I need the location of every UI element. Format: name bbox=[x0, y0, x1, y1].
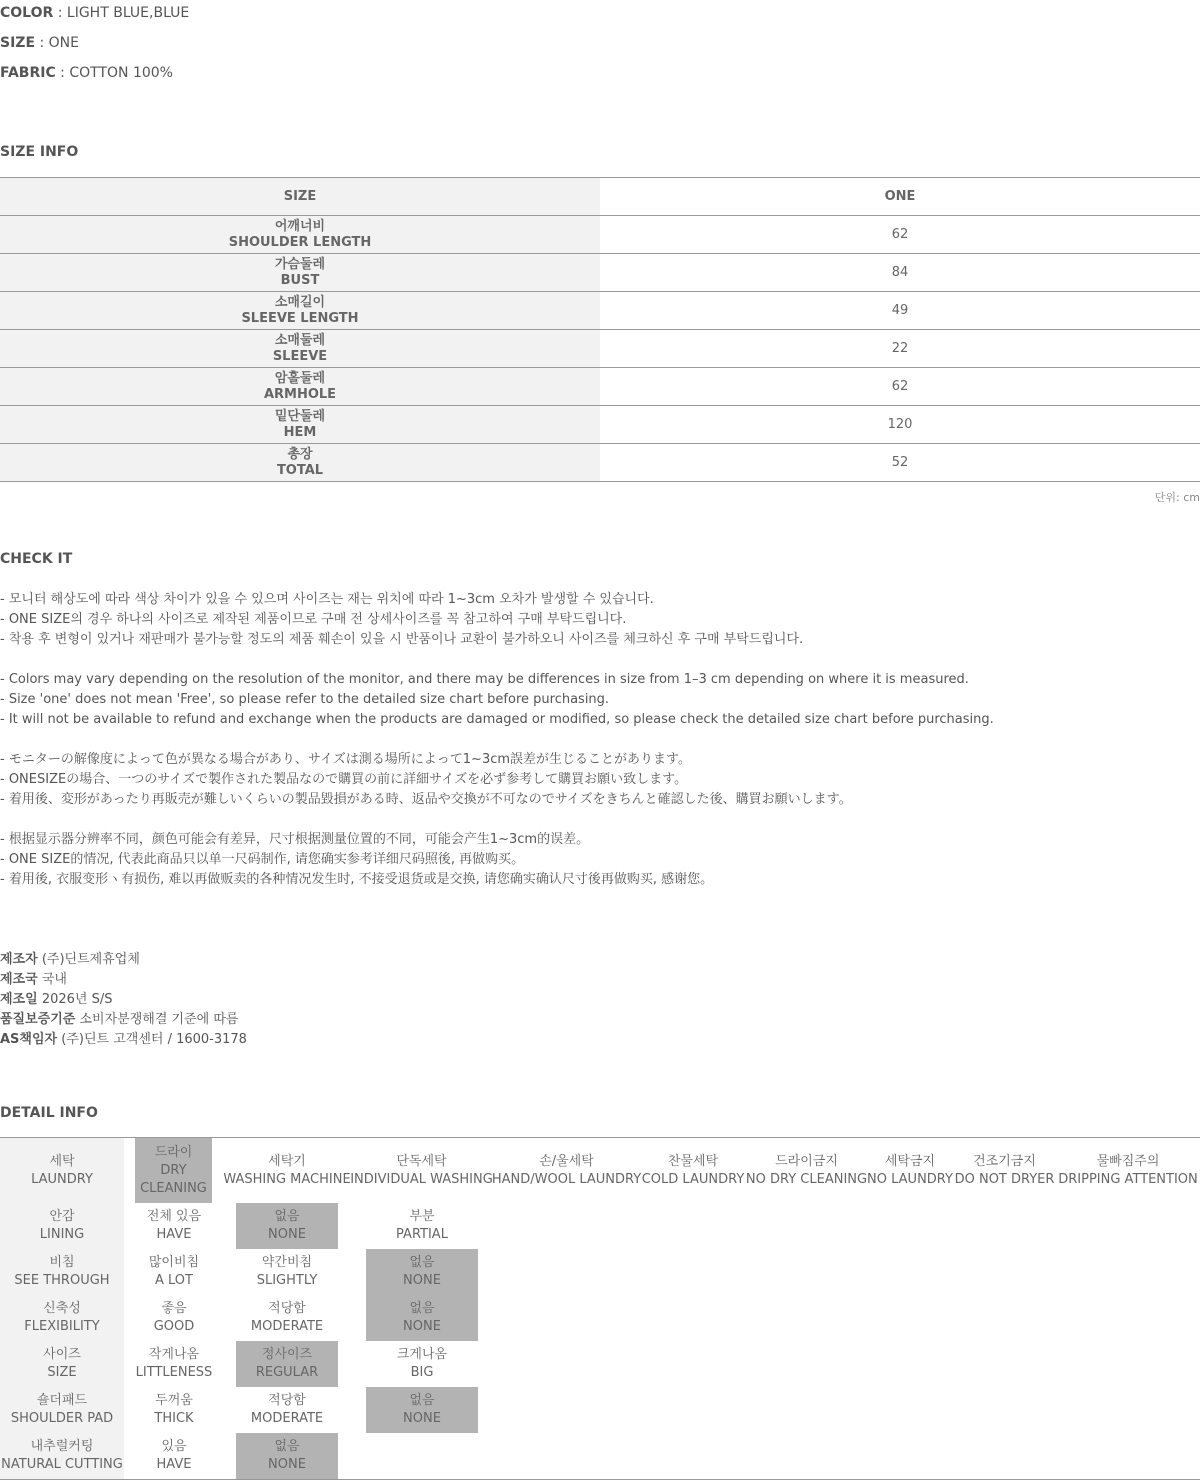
detail-option-text: NONE bbox=[403, 1273, 441, 1288]
detail-option-text: GOOD bbox=[153, 1319, 195, 1334]
size-row-label-en: SLEEVE bbox=[272, 348, 328, 364]
laundry-option-text: DRY bbox=[160, 1162, 187, 1178]
notes-line: - It will not be available to refund and exchange when the products are damaged or modified, so please check the detailed size chart before purchasing. bbox=[0, 712, 994, 727]
detail-option bbox=[236, 1387, 338, 1433]
detail-option-text: 크게나옴 bbox=[396, 1347, 448, 1362]
laundry-option-text: 세탁금지 bbox=[884, 1153, 936, 1169]
detail-option-text: A LOT bbox=[155, 1273, 193, 1288]
detail-row-label-text: 비침 bbox=[49, 1255, 75, 1270]
maker-value: (주)딘트 고객센터 / 1600-3178 bbox=[61, 1032, 247, 1047]
detail-option-text: 부분 bbox=[409, 1209, 435, 1224]
notes-line: - Size 'one' does not mean 'Free', so please refer to the detailed size chart before purchasing. bbox=[0, 692, 610, 707]
detail-option bbox=[236, 1203, 338, 1249]
size-row-label-ko: 총장 bbox=[287, 446, 313, 462]
laundry-option bbox=[350, 1138, 493, 1203]
laundry-option bbox=[224, 1138, 350, 1203]
maker-label: 제조일 bbox=[0, 992, 38, 1007]
notes-group bbox=[0, 750, 1200, 810]
size-row-label-en: BUST bbox=[280, 272, 320, 288]
detail-option bbox=[236, 1249, 338, 1295]
laundry-option-text: 드라이 bbox=[154, 1144, 193, 1160]
detail-row-label bbox=[0, 1295, 124, 1341]
spec-fabric-value: COTTON 100% bbox=[69, 65, 173, 81]
size-row-value: 62 bbox=[891, 379, 909, 394]
size-row-label bbox=[0, 406, 600, 443]
size-row-label-ko: 암홀둘레 bbox=[274, 370, 326, 386]
spec-fabric-label: FABRIC bbox=[0, 65, 56, 81]
detail-row-label-text: SHOULDER PAD bbox=[10, 1411, 114, 1426]
laundry-option-text: INDIVIDUAL WASHING bbox=[350, 1171, 493, 1187]
spec-size-label: SIZE bbox=[0, 35, 36, 51]
detail-option-text: MODERATE bbox=[250, 1319, 324, 1334]
check-it-notes bbox=[0, 590, 1200, 910]
laundry-option bbox=[493, 1138, 640, 1203]
laundry-option-text: 건조기금지 bbox=[973, 1153, 1036, 1169]
size-row-label-en: HEM bbox=[283, 424, 317, 440]
size-header-label: SIZE bbox=[0, 178, 600, 215]
size-table-row bbox=[0, 368, 1200, 406]
size-row-value: 84 bbox=[891, 265, 909, 280]
maker-value: 국내 bbox=[41, 972, 67, 987]
detail-option-text: PARTIAL bbox=[396, 1227, 448, 1242]
size-row-label bbox=[0, 444, 600, 481]
size-row-label-ko: 가슴둘레 bbox=[274, 256, 326, 272]
detail-option-text: THICK bbox=[154, 1411, 194, 1426]
detail-info-title: DETAIL INFO bbox=[0, 1105, 98, 1121]
detail-row-label-text: FLEXIBILITY bbox=[24, 1319, 100, 1334]
size-row-label bbox=[0, 368, 600, 405]
maker-label: 제조자 bbox=[0, 952, 38, 967]
spec-size: SIZE : ONE bbox=[0, 35, 79, 51]
maker-line bbox=[0, 970, 247, 990]
laundry-option bbox=[640, 1138, 746, 1203]
detail-row-label-text: LAUNDRY bbox=[31, 1171, 93, 1187]
maker-value: 2026년 S/S bbox=[41, 992, 113, 1007]
maker-label: 품질보증기준 bbox=[0, 1012, 76, 1027]
size-row-label-ko: 밑단둘레 bbox=[274, 408, 326, 424]
detail-option-text: 많이비침 bbox=[148, 1255, 200, 1270]
detail-option bbox=[124, 1249, 224, 1295]
detail-option-text: 좋음 bbox=[161, 1301, 187, 1316]
spec-color: COLOR : LIGHT BLUE,BLUE bbox=[0, 5, 190, 21]
detail-option-text: 두꺼움 bbox=[155, 1393, 193, 1408]
detail-option bbox=[236, 1433, 338, 1479]
maker-line bbox=[0, 990, 247, 1010]
laundry-option bbox=[953, 1138, 1056, 1203]
laundry-option bbox=[867, 1138, 953, 1203]
detail-option-text: 약간비침 bbox=[261, 1255, 313, 1270]
laundry-option-text: 찬물세탁 bbox=[667, 1153, 719, 1169]
maker-line bbox=[0, 1010, 247, 1030]
maker-label: 제조국 bbox=[0, 972, 38, 987]
laundry-option-text: 드라이금지 bbox=[775, 1153, 838, 1169]
detail-row-label bbox=[0, 1433, 124, 1479]
detail-row-label-text: SIZE bbox=[47, 1365, 77, 1380]
detail-row-label-text: LINING bbox=[39, 1227, 85, 1242]
detail-option-text: NONE bbox=[403, 1411, 441, 1426]
size-header-value: ONE bbox=[884, 189, 916, 204]
laundry-option-text: WASHING MACHINE bbox=[223, 1171, 351, 1187]
notes-group bbox=[0, 830, 1200, 890]
detail-row-label-text: 숄더패드 bbox=[36, 1393, 88, 1408]
maker-info bbox=[0, 950, 247, 1050]
detail-option bbox=[124, 1295, 224, 1341]
detail-option-text: LITTLENESS bbox=[135, 1365, 213, 1380]
size-row-label-ko: 어깨너비 bbox=[274, 218, 326, 234]
detail-option bbox=[366, 1295, 478, 1341]
size-table-row bbox=[0, 216, 1200, 254]
laundry-option bbox=[1056, 1138, 1200, 1203]
spec-size-value: ONE bbox=[48, 35, 79, 51]
maker-value: 소비자분쟁해결 기준에 따름 bbox=[79, 1012, 239, 1027]
size-row-label-ko: 소매길이 bbox=[274, 294, 326, 310]
laundry-option-text: 세탁기 bbox=[268, 1153, 306, 1169]
detail-option bbox=[124, 1203, 224, 1249]
detail-row-label bbox=[0, 1387, 124, 1433]
size-row-label bbox=[0, 254, 600, 291]
laundry-option-text: HAND/WOOL LAUNDRY bbox=[491, 1171, 642, 1187]
laundry-option-text: CLEANING bbox=[140, 1180, 207, 1196]
detail-option-text: NONE bbox=[403, 1319, 441, 1334]
notes-line: - Colors may vary depending on the resolution of the monitor, and there may be differences in size from 1–3 cm depending on where it is measured. bbox=[0, 672, 969, 687]
size-table-row bbox=[0, 254, 1200, 292]
spec-fabric: FABRIC : COTTON 100% bbox=[0, 65, 173, 81]
detail-option-text: BIG bbox=[410, 1365, 434, 1380]
laundry-option-text: NO LAUNDRY bbox=[867, 1171, 953, 1187]
size-table bbox=[0, 177, 1200, 482]
size-table-row bbox=[0, 406, 1200, 444]
size-table-header bbox=[0, 178, 1200, 216]
detail-option-text: NONE bbox=[268, 1457, 306, 1472]
size-table-row bbox=[0, 330, 1200, 368]
detail-option bbox=[236, 1341, 338, 1387]
detail-option bbox=[236, 1295, 338, 1341]
size-row-value: 120 bbox=[887, 417, 913, 432]
notes-line: - 착용 후 변형이 있거나 재판매가 불가능할 정도의 제품 훼손이 있을 시 반품이나 교환이 불가하오니 사이즈를 체크하신 후 구매 부탁드립니다. bbox=[0, 632, 804, 647]
size-row-label-en: SHOULDER LENGTH bbox=[228, 234, 372, 250]
size-row-label bbox=[0, 292, 600, 329]
size-row-label-en: ARMHOLE bbox=[263, 386, 337, 402]
detail-option-text: 없음 bbox=[409, 1301, 435, 1316]
notes-line: - ONE SIZE的情况, 代表此商品只以单一尺码制作, 请您确实参考详细尺码照後, 再做购买。 bbox=[0, 852, 525, 867]
detail-option-text: 적당함 bbox=[268, 1393, 306, 1408]
notes-line: - 根据显示器分辨率不同，颜色可能会有差异，尺寸根据测量位置的不同，可能会产生1~3cm的误差。 bbox=[0, 832, 590, 847]
laundry-option-text: COLD LAUNDRY bbox=[641, 1171, 745, 1187]
maker-line bbox=[0, 950, 247, 970]
notes-line: - 着用後、変形があったり再販売が難しいくらいの製品毀損がある時、返品や交換が不可なのでサイズをきちんと確認した後、購買お願いします。 bbox=[0, 792, 852, 807]
detail-option-text: 정사이즈 bbox=[261, 1347, 313, 1362]
detail-row-label bbox=[0, 1341, 124, 1387]
laundry-option bbox=[135, 1138, 212, 1203]
size-table-row bbox=[0, 292, 1200, 330]
detail-option bbox=[366, 1387, 478, 1433]
detail-option-text: 전체 있음 bbox=[146, 1209, 202, 1224]
detail-option-text: HAVE bbox=[156, 1227, 192, 1242]
detail-option-text: REGULAR bbox=[255, 1365, 319, 1380]
size-row-value: 52 bbox=[891, 455, 909, 470]
detail-option-text: 있음 bbox=[161, 1439, 187, 1454]
size-row-value: 22 bbox=[891, 341, 909, 356]
detail-option-text: 적당함 bbox=[268, 1301, 306, 1316]
detail-row-label-text: SEE THROUGH bbox=[14, 1273, 110, 1288]
detail-row-label-text: 사이즈 bbox=[43, 1347, 81, 1362]
maker-label: AS책임자 bbox=[0, 1032, 58, 1047]
check-it-title: CHECK IT bbox=[0, 551, 73, 567]
detail-option bbox=[124, 1341, 224, 1387]
notes-group bbox=[0, 670, 1200, 730]
detail-option bbox=[366, 1341, 478, 1387]
detail-row-label-text: 안감 bbox=[49, 1209, 75, 1224]
laundry-option-text: 손/울세탁 bbox=[539, 1153, 594, 1169]
notes-line: - 모니터 해상도에 따라 색상 차이가 있을 수 있으며 사이즈는 재는 위치에 따라 1~3cm 오차가 발생할 수 있습니다. bbox=[0, 592, 654, 607]
detail-option-text: MODERATE bbox=[250, 1411, 324, 1426]
detail-option-text: 없음 bbox=[409, 1255, 435, 1270]
notes-group bbox=[0, 590, 1200, 650]
detail-row-label bbox=[0, 1138, 124, 1203]
detail-row-label-text: 내추럴커팅 bbox=[30, 1439, 94, 1454]
unit-note: 단위: cm bbox=[1154, 491, 1200, 504]
detail-row-label-text: 신축성 bbox=[43, 1301, 81, 1316]
detail-option-text: HAVE bbox=[156, 1457, 192, 1472]
detail-row-label-text: NATURAL CUTTING bbox=[1, 1457, 123, 1472]
notes-line: - ONESIZEの場合、一つのサイズで製作された製品なので購買の前に詳細サイズを必ず参考して購買お願い致します。 bbox=[0, 772, 688, 787]
size-table-row bbox=[0, 444, 1200, 482]
size-row-value: 49 bbox=[891, 303, 909, 318]
notes-line: - 着用後, 衣服变形ヽ有损伤, 难以再做贩卖的各种情况发生时, 不接受退货或是交换, 请您确实确认尺寸後再做购买, 感谢您。 bbox=[0, 872, 714, 887]
maker-value: (주)딘트제휴업체 bbox=[41, 952, 140, 967]
detail-option-text: 없음 bbox=[274, 1439, 300, 1454]
size-row-label-ko: 소매둘레 bbox=[274, 332, 326, 348]
detail-row-label bbox=[0, 1249, 124, 1295]
detail-row-label bbox=[0, 1203, 124, 1249]
laundry-option-text: DO NOT DRYER bbox=[954, 1171, 1055, 1187]
laundry-option-text: 물빠짐주의 bbox=[1096, 1153, 1160, 1169]
detail-option-text: NONE bbox=[268, 1227, 306, 1242]
detail-info-table bbox=[0, 1137, 1200, 1480]
laundry-option-text: NO DRY CLEANING bbox=[745, 1171, 868, 1187]
detail-row-label-text: 세탁 bbox=[49, 1153, 75, 1169]
size-row-value: 62 bbox=[891, 227, 909, 242]
detail-option-text: 없음 bbox=[409, 1393, 435, 1408]
notes-line: - モニターの解像度によって色が異なる場合があり、サイズは測る場所によって1~3cm誤差が生じることがあります。 bbox=[0, 752, 691, 767]
maker-line bbox=[0, 1030, 247, 1050]
spec-color-label: COLOR bbox=[0, 5, 54, 21]
size-row-label-en: SLEEVE LENGTH bbox=[241, 310, 359, 326]
detail-option bbox=[124, 1433, 224, 1479]
detail-option bbox=[124, 1387, 224, 1433]
spec-color-value: LIGHT BLUE,BLUE bbox=[66, 5, 190, 21]
laundry-option-text: DRIPPING ATTENTION bbox=[1058, 1171, 1198, 1187]
detail-option bbox=[366, 1249, 478, 1295]
detail-option-text: 작게나옴 bbox=[148, 1347, 200, 1362]
size-info-title: SIZE INFO bbox=[0, 144, 79, 160]
laundry-option-text: 단독세탁 bbox=[396, 1153, 447, 1169]
size-row-label bbox=[0, 330, 600, 367]
detail-option-text: 없음 bbox=[274, 1209, 300, 1224]
detail-option bbox=[366, 1203, 478, 1249]
size-row-label bbox=[0, 216, 600, 253]
detail-option-text: SLIGHTLY bbox=[256, 1273, 318, 1288]
laundry-option bbox=[746, 1138, 867, 1203]
size-row-label-en: TOTAL bbox=[276, 462, 324, 478]
notes-line: - ONE SIZE의 경우 하나의 사이즈로 제작된 제품이므로 구매 전 상세사이즈를 꼭 참고하여 구매 부탁드립니다. bbox=[0, 612, 627, 627]
